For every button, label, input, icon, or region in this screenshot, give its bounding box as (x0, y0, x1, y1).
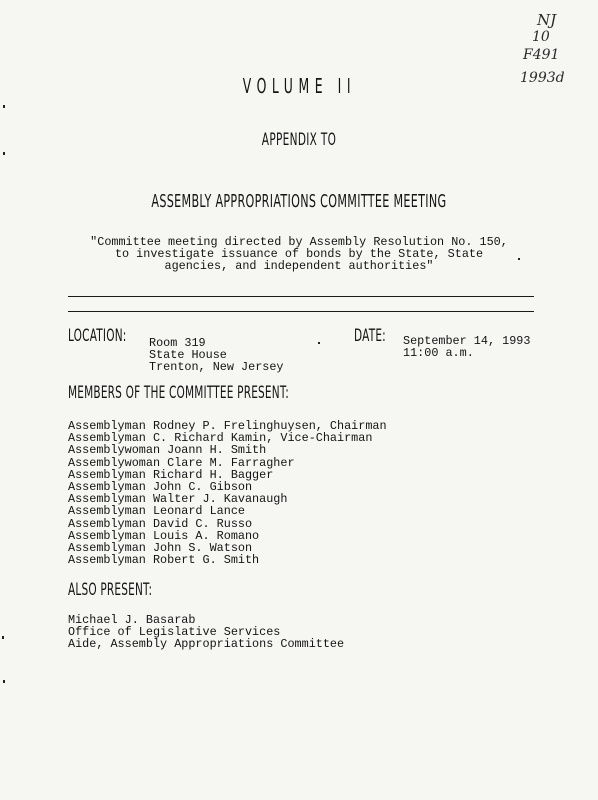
also-present-list (68, 614, 344, 651)
handwritten-note-1: NJ (537, 11, 557, 29)
member-item: Assemblyman Richard H. Bagger (68, 467, 274, 482)
scan-speck (3, 105, 5, 108)
also-present-heading (68, 580, 204, 600)
meeting-title-wrap (0, 191, 598, 212)
handwritten-note-4: 1993d (520, 70, 565, 86)
location-label-text: LOCATION: (68, 326, 127, 346)
meeting-description (0, 236, 598, 273)
scan-speck (3, 680, 5, 683)
member-item: Assemblywoman Clare M. Farragher (68, 455, 295, 470)
description-line: agencies, and independent authorities" (164, 259, 434, 274)
members-heading-text: MEMBERS OF THE COMMITTEE PRESENT: (68, 383, 290, 403)
date-line: September 14, 1993 (403, 334, 531, 348)
member-item: Assemblyman John S. Watson (68, 541, 253, 556)
volume-title: VOLUME II (242, 74, 356, 98)
member-item: Assemblyman Robert G. Smith (68, 553, 260, 568)
date-label-text: DATE: (354, 326, 386, 346)
location-line: State House (149, 348, 227, 363)
also-present-heading-text: ALSO PRESENT: (68, 580, 153, 600)
member-item: Assemblyman Louis A. Romano (68, 528, 260, 543)
member-item: Assemblyman Walter J. Kavanaugh (68, 492, 288, 507)
scan-speck (518, 258, 520, 260)
member-item: Assemblyman John C. Gibson (68, 480, 253, 495)
appendix-title: APPENDIX TO (261, 130, 337, 150)
member-item: Assemblyman Leonard Lance (68, 504, 245, 519)
member-item: Assemblyman Rodney P. Frelinghuysen, Chairman (68, 419, 387, 433)
also-present-item: Office of Legislative Services (68, 625, 281, 640)
members-heading (68, 383, 425, 403)
volume-title-wrap (0, 74, 598, 98)
also-present-item: Aide, Assembly Appropriations Committee (68, 637, 345, 652)
divider-rule-2 (68, 311, 534, 312)
scan-speck (2, 636, 4, 639)
appendix-title-wrap (0, 130, 598, 150)
member-item: Assemblyman C. Richard Kamin, Vice-Chairman (68, 431, 373, 446)
date-label (354, 326, 405, 346)
handwritten-note-2: 10 (532, 29, 550, 45)
date-line: 11:00 a.m. (403, 346, 474, 361)
also-present-item: Michael J. Basarab (68, 613, 196, 627)
divider-rule-1 (68, 296, 534, 297)
scan-speck (318, 342, 320, 344)
date-block (403, 335, 530, 359)
location-line: Room 319 (149, 336, 206, 350)
members-list (68, 420, 387, 566)
handwritten-note-3: F491 (523, 47, 560, 63)
description-line: "Committee meeting directed by Assembly Resolution No. 150, (90, 235, 508, 249)
location-block (149, 337, 284, 374)
scan-speck (3, 152, 5, 155)
location-line: Trenton, New Jersey (149, 360, 284, 375)
member-item: Assemblywoman Joann H. Smith (68, 443, 267, 458)
member-item: Assemblyman David C. Russo (68, 516, 253, 531)
meeting-title: ASSEMBLY APPROPRIATIONS COMMITTEE MEETING (151, 191, 447, 212)
description-line: to investigate issuance of bonds by the State, State (114, 247, 484, 262)
